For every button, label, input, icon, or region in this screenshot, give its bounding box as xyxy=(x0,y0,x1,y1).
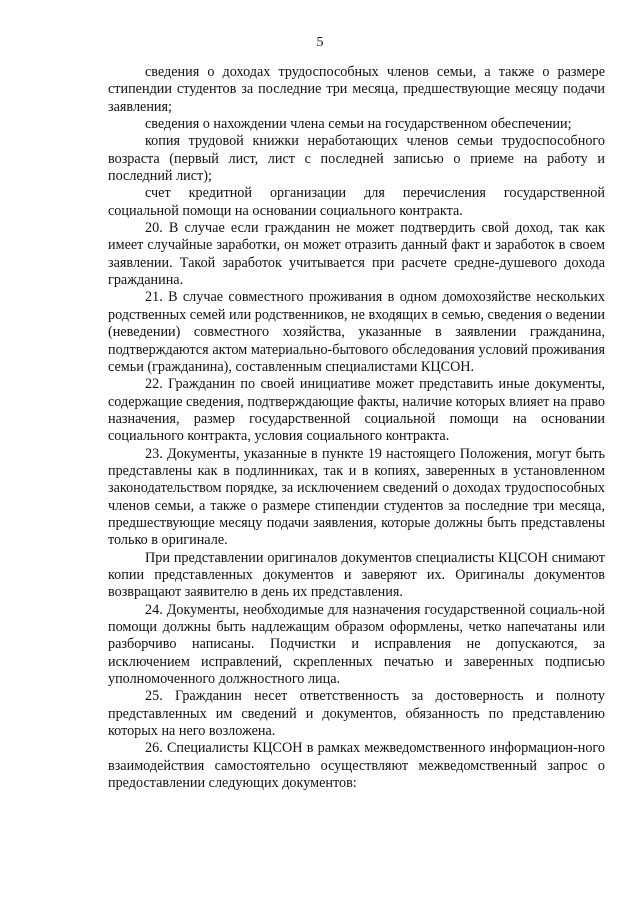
paragraph-item-24: 24. Документы, необходимые для назначения государственной социаль-ной помощи должны быть надлежащим образом оформлены, четко напечатаны или разборчиво написаны. Подчистки и исправления не допускаются, за исключением исправлений, скрепленных печатью и заверенных подписью уполномоченного должностного лица. xyxy=(108,601,605,688)
paragraph-employment-record: копия трудовой книжки неработающих членов семьи трудоспособного возраста (первый лист, лист с последней записью о приеме на работу и последний лист); xyxy=(108,133,605,185)
paragraph-item-23: 23. Документы, указанные в пункте 19 настоящего Положения, могут быть представлены как в подлинниках, так и в копиях, заверенных в установленном законодательством порядке, за исключением сведений о доходах трудоспособных членов семьи, а также о размере стипендии студентов за последние три месяца, предшествующие месяцу подачи заявления, которые должны быть представлены только в оригинале. xyxy=(108,445,605,549)
paragraph-item-22: 22. Гражданин по своей инициативе может представить иные документы, содержащие сведения, подтверждающие факты, наличие которых влияет на право назначения, размер государственной социальной помощи на основании социального контракта, условия социального контракта. xyxy=(108,376,605,445)
paragraph-item-25: 25. Гражданин несет ответственность за достоверность и полноту представленных им сведений и документов, обязанность по представлению которых на него возложена. xyxy=(108,688,605,740)
document-body xyxy=(108,64,605,792)
paragraph-state-support-info: сведения о нахождении члена семьи на государственном обеспечении; xyxy=(145,116,572,133)
paragraph-item-20: 20. В случае если гражданин не может подтвердить свой доход, так как имеет случайные заработки, он может отразить данный факт и заработок в своем заявлении. Такой заработок учитывается при расчете средне-душевого дохода гражданина. xyxy=(108,220,605,289)
paragraph-item-26: 26. Специалисты КЦСОН в рамках межведомственного информацион-ного взаимодействия самостоятельно осуществляют межведомственный запрос о предоставлении следующих документов: xyxy=(108,740,605,792)
page-number: 5 xyxy=(316,35,324,50)
paragraph-income-info: сведения о доходах трудоспособных членов семьи, а также о размере стипендии студентов за последние три месяца, предшествующие месяцу подачи заявления; xyxy=(108,64,605,115)
paragraph-bank-account: счет кредитной организации для перечисления государственной социальной помощи на основании социального контракта. xyxy=(108,185,605,219)
paragraph-originals: При представлении оригиналов документов специалисты КЦСОН снимают копии представленных документов и заверяют их. Оригиналы документов возвращают заявителю в день их представления. xyxy=(108,549,605,601)
paragraph-item-21: 21. В случае совместного проживания в одном домохозяйстве нескольких родственных семей или родственников, не входящих в семью, сведения о ведении (неведении) совместного хозяйства, указанные в заявлении гражданина, подтверждаются актом материально-бытового обследования условий проживания семьи (гражданина), составленным специалистами КЦСОН. xyxy=(108,289,605,375)
